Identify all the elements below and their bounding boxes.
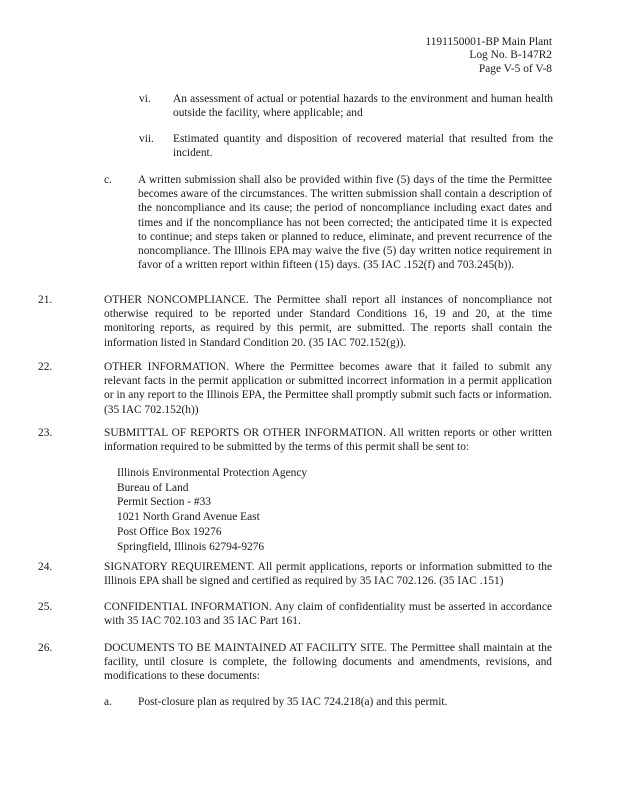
address-line: Post Office Box 19276 — [117, 525, 222, 538]
condition-number-25: 25. — [38, 601, 53, 613]
condition-text-21: OTHER NONCOMPLIANCE. The Permittee shall report all instances of noncompliance not otherwise required to be reported under Standard Conditions 16, 19 and 20, at the time monitoring reports, as required by this permit, are submitted. The reports shall contain the information listed in Standard Condition 20. (35 IAC 702.152(g)). — [104, 294, 552, 349]
condition-text-25: CONFIDENTIAL INFORMATION. Any claim of confidentiality must be asserted in accordance with 35 IAC 702.103 and 35 IAC Part 161. — [104, 601, 552, 628]
address-line: Springfield, Illinois 62794-9276 — [117, 540, 265, 553]
item-label-vii: vii. — [139, 133, 154, 145]
page-number: Page V-5 of V-8 — [478, 62, 552, 75]
condition-number-21: 21. — [38, 294, 53, 306]
item-text-vi: An assessment of actual or potential hazards to the environment and human health outside the facility, where applicable; and — [173, 93, 553, 120]
item-label-vi: vi. — [139, 93, 151, 105]
condition-text-22: OTHER INFORMATION. Where the Permittee becomes aware that it failed to submit any relevant facts in the permit application or submitted incorrect information in a permit application or in any report to the Illinois EPA, the Permittee shall promptly submit such facts or information. (35 IAC 702.152(h)) — [104, 361, 552, 416]
address-line: Bureau of Land — [117, 481, 189, 494]
item-label-c: c. — [104, 174, 112, 186]
log-number: Log No. B-147R2 — [469, 49, 552, 62]
item-label-a: a. — [104, 696, 112, 708]
condition-number-24: 24. — [38, 561, 53, 573]
condition-text-26: DOCUMENTS TO BE MAINTAINED AT FACILITY SITE. The Permittee shall maintain at the facility, until closure is complete, the following documents and amendments, revisions, and modifications to these documents: — [104, 642, 552, 683]
mailing-address — [117, 466, 307, 554]
page-header — [425, 36, 552, 76]
item-text-vii: Estimated quantity and disposition of recovered material that resulted from the incident. — [173, 133, 553, 160]
address-line: 1021 North Grand Avenue East — [117, 511, 260, 524]
item-text-a: Post-closure plan as required by 35 IAC 724.218(a) and this permit. — [138, 696, 448, 708]
address-line: Illinois Environmental Protection Agency — [117, 467, 308, 479]
condition-number-22: 22. — [38, 361, 53, 373]
condition-text-23: SUBMITTAL OF REPORTS OR OTHER INFORMATION. All written reports or other written information required to be submitted by the terms of this permit shall be sent to: — [104, 427, 552, 454]
permit-id: 1191150001-BP Main Plant — [425, 36, 552, 48]
address-line: Permit Section - #33 — [117, 496, 211, 509]
condition-number-23: 23. — [38, 427, 53, 439]
item-text-c: A written submission shall also be provided within five (5) days of the time the Permittee becomes aware of the circumstances. The written submission shall contain a description of the noncompliance and its cause; the period of noncompliance including exact dates and times and if the noncompliance has not been corrected; the anticipated time it is expected to continue; and steps taken or planned to reduce, eliminate, and prevent recurrence of the noncompliance. The Illinois EPA may waive the five (5) day written notice requirement in favor of a written report within fifteen (15) days. (35 IAC .152(f) and 703.245(b)). — [138, 174, 552, 272]
condition-text-24: SIGNATORY REQUIREMENT. All permit applications, reports or information submitted to the Illinois EPA shall be signed and certified as required by 35 IAC 702.126. (35 IAC .151) — [104, 561, 552, 588]
condition-number-26: 26. — [38, 642, 53, 654]
